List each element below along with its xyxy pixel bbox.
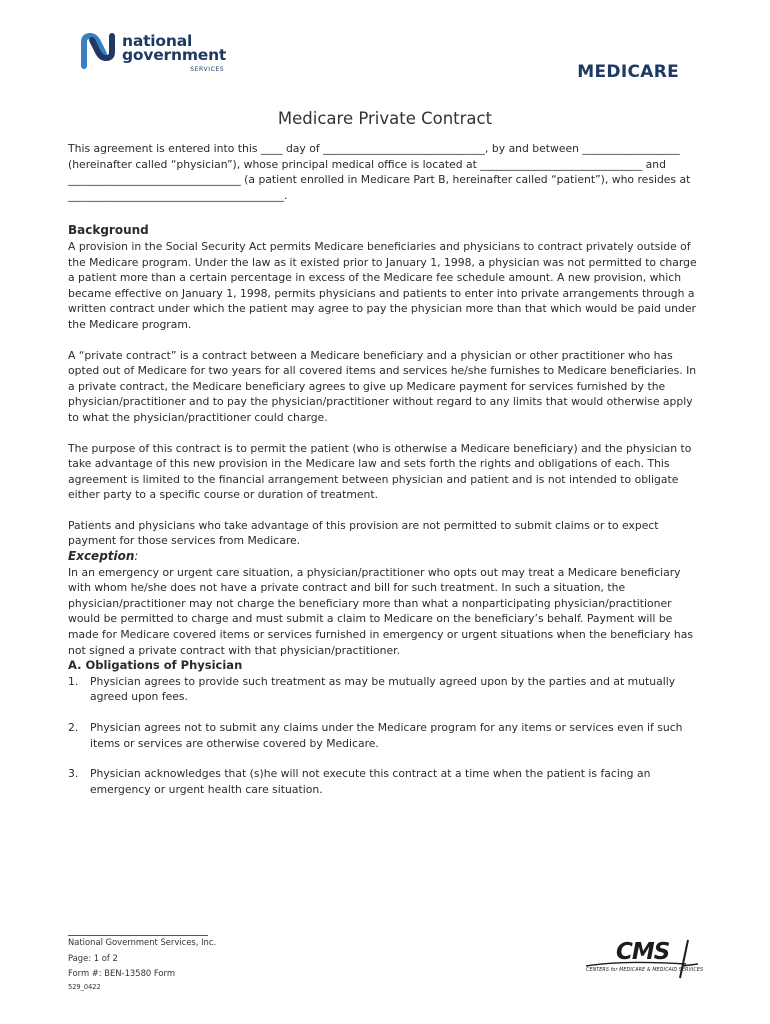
- list-item-text: Physician acknowledges that (s)he will not execute this contract at a time when the patient is facing an emergency or urgent health care situation.: [90, 767, 651, 796]
- exception-heading: [68, 549, 702, 565]
- logo-line-3: SERVICES: [190, 66, 225, 73]
- list-item-text: Physician agrees not to submit any claims under the Medicare program for any items or services even if such items or services are otherwise covered by Medicare.: [90, 721, 683, 750]
- ngs-logo-text: [122, 34, 226, 77]
- intro-paragraph: This agreement is entered into this ____ day of ______________________________, by and between __________________ (hereinafter called “physician”), whose principal medical office is located at ______________________________ and ________________________________ (a patient enrolled in Medicare Part B, hereinafter called “patient”), who resides at ________________________________________.: [68, 142, 691, 202]
- list-item-text: Physician agrees to provide such treatment as may be mutually agreed upon by the parties and at mutually agreed upon fees.: [90, 674, 676, 704]
- cms-wordmark: CMS: [616, 939, 670, 965]
- background-heading: Background: [68, 223, 149, 238]
- background-paragraph: A provision in the Social Security Act permits Medicare beneficiaries and physicians to contract privately outside of the Medicare program. Under the law as it existed prior to January 1, 1998, a physician was not permitted to charge a patient more than a certain percentage in excess of the Medicare fee schedule amount. A new provision, which became effective on January 1, 1998, permits physicians and patients to enter into private arrangements through a written contract under which the patient may agree to pay the physician more than that which would be paid under the Medicare program.: [68, 239, 697, 331]
- list-item: [68, 720, 702, 751]
- logo-line-1: national: [122, 32, 193, 50]
- obligations-list: [68, 674, 702, 798]
- footer-code: 529_0422: [68, 983, 101, 991]
- exception-heading-colon: :: [134, 549, 139, 564]
- ngs-logo: [78, 30, 238, 76]
- obligations-heading: A. Obligations of Physician: [68, 658, 243, 673]
- background-paragraph: Patients and physicians who take advantage of this provision are not permitted to submit claims or to expect payment for those services from Medicare.: [68, 518, 659, 548]
- cms-tagline: CENTERS for MEDICARE & MEDICAID SERVICES: [586, 968, 704, 973]
- list-item: [68, 674, 702, 705]
- exception-heading-text: Exception: [68, 549, 135, 564]
- list-item-number: 3.: [68, 767, 79, 781]
- document-body: [68, 141, 702, 812]
- footer-form-number: Form #: BEN-13580 Form: [68, 968, 175, 978]
- background-paragraph: A “private contract” is a contract between a Medicare beneficiary and a physician or other practitioner who has opted out of Medicare for two years for all covered items and services he/she furnishes to Medicare beneficiaries. In a private contract, the Medicare beneficiary agrees to give up Medicare payment for services furnished by the physician/practitioner and to pay the physician/practitioner without regard to any limits that would otherwise apply to what the physician/practitioner could charge.: [68, 348, 697, 424]
- ngs-mark-icon: [78, 32, 118, 72]
- list-item-number: 1.: [68, 674, 79, 688]
- footer-page-number: Page: 1 of 2: [68, 953, 118, 963]
- medicare-brand: MEDICARE: [577, 62, 679, 82]
- exception-paragraph: In an emergency or urgent care situation, a physician/practitioner who opts out may treat a Medicare beneficiary with whom he/she does not have a private contract and bill for such treatment. In such a situation, the physician/practitioner may not charge the beneficiary more than what a nonparticipating physician/practitioner would be permitted to charge and must submit a claim to Medicare on the beneficiary’s behalf. Payment will be made for Medicare covered items or services furnished in emergency or urgent situations when the beneficiary has not signed a private contract with that physician/practitioner.: [68, 565, 693, 657]
- list-item: [68, 766, 702, 797]
- footer-divider: [68, 935, 208, 936]
- background-paragraph: The purpose of this contract is to permit the patient (who is otherwise a Medicare beneficiary) and the physician to take advantage of this new provision in the Medicare law and sets forth the rights and obligations of each. This agreement is limited to the financial arrangement between physician and patient and is not intended to obligate either party to a specific course or duration of treatment.: [68, 441, 692, 502]
- list-item-number: 2.: [68, 721, 79, 734]
- cms-logo: [582, 936, 704, 980]
- document-title: Medicare Private Contract: [277, 109, 493, 128]
- logo-line-2: government: [122, 46, 227, 64]
- footer-org: National Government Services, Inc.: [68, 937, 217, 947]
